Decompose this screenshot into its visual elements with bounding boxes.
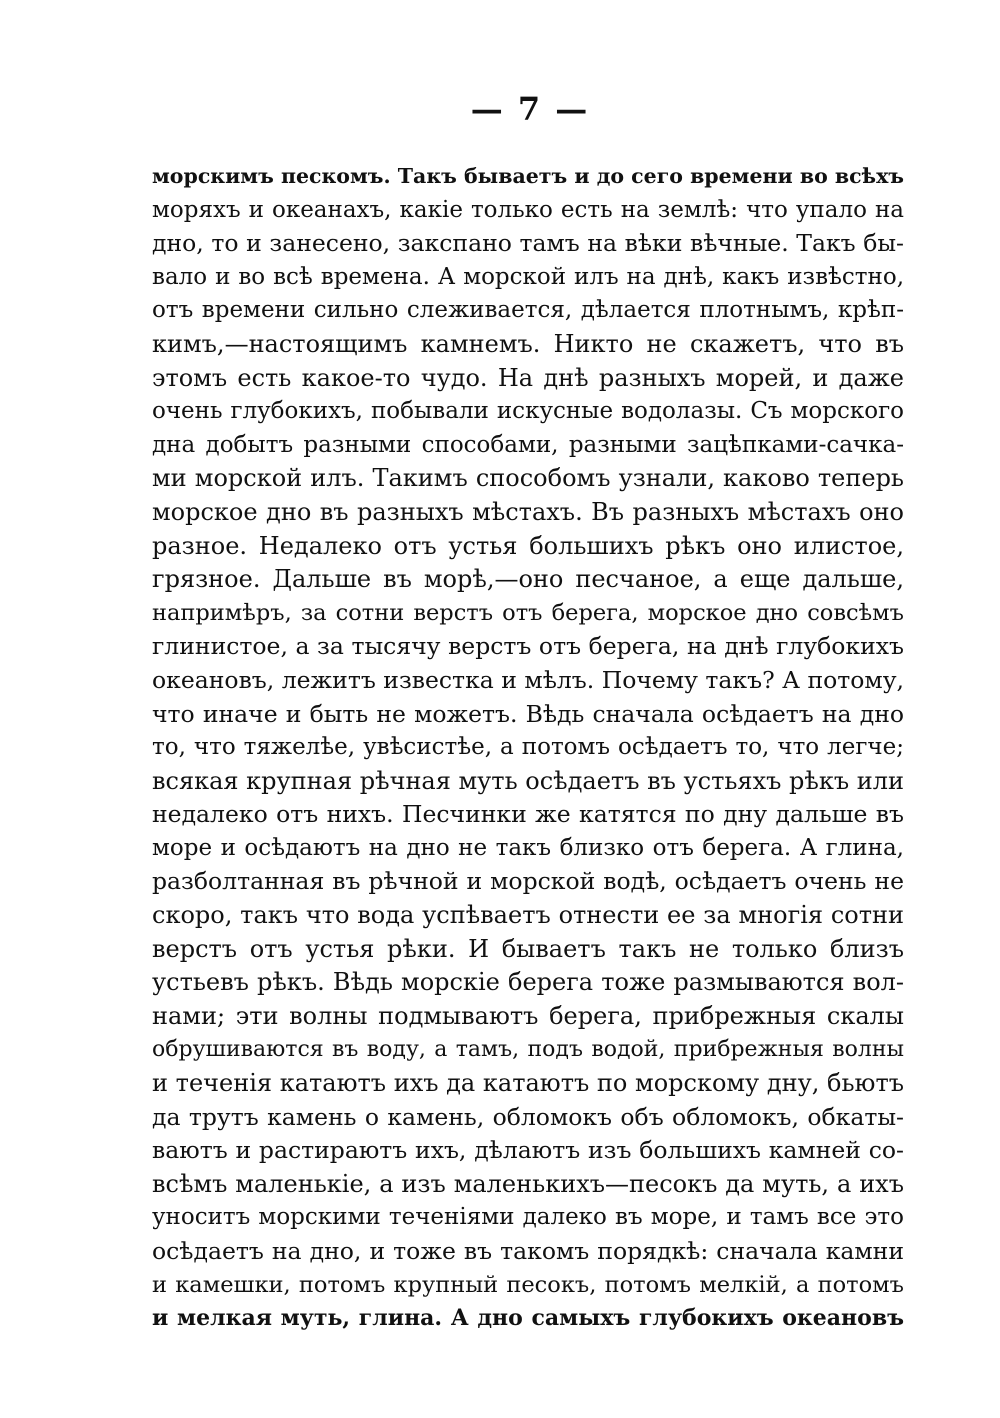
text-line-last: и мелкая муть, глина. А дно самыхъ глубокихъ океановъ xyxy=(152,1305,904,1332)
page-number: — 7 — xyxy=(470,90,590,128)
text-line: глинистое, а за тысячу верстъ отъ берега, на днѣ глубокихъ xyxy=(152,632,904,661)
text-line: устьевъ рѣкъ. Вѣдь морскіе берега тоже размываются вол- xyxy=(152,968,904,997)
text-line: этомъ есть какое-то чудо. На днѣ разныхъ морей, и даже xyxy=(152,363,904,392)
text-line: осѣдаетъ на дно, и тоже въ такомъ порядкѣ: сначала камни xyxy=(152,1237,904,1265)
text-line: дно, то и занесено, закспано тамъ на вѣки вѣчные. Такъ бы- xyxy=(152,229,904,258)
text-line: верстъ отъ устья рѣки. И бываетъ такъ не только близъ xyxy=(152,934,904,963)
text-line: дна добытъ разными способами, разными зацѣпками-сачка- xyxy=(152,431,904,458)
text-line: напримѣръ, за сотни верстъ отъ берега, морское дно совсѣмъ xyxy=(152,599,904,626)
text-line: очень глубокихъ, побывали искусные водолазы. Съ морского xyxy=(152,398,904,425)
text-line: скоро, такъ что вода успѣваетъ отнести ее за многія сотни xyxy=(152,901,904,930)
text-line: морскимъ пескомъ. Такъ бываетъ и до сего времени во всѣхъ xyxy=(152,164,904,188)
text-line: уноситъ морскими теченіями далеко въ море, и тамъ все это xyxy=(152,1204,904,1231)
text-line: вало и во всѣ времена. А морской илъ на днѣ, какъ извѣстно, xyxy=(152,263,904,290)
text-line: грязное. Дальше въ морѣ,—оно песчаное, а еще дальше, xyxy=(152,565,904,594)
text-line: моряхъ и океанахъ, какіе только есть на землѣ: что упало на xyxy=(152,196,904,223)
text-line: ваютъ и растираютъ ихъ, дѣлаютъ изъ большихъ камней со- xyxy=(152,1136,904,1165)
text-line: да трутъ камень о камень, обломокъ объ обломокъ, обкаты- xyxy=(152,1102,904,1131)
text-line: и камешки, потомъ крупный песокъ, потомъ мелкій, а потомъ xyxy=(152,1271,904,1298)
text-line: нами; эти волны подмываютъ берега, прибрежныя скалы xyxy=(152,1001,904,1030)
body-text xyxy=(152,160,904,1336)
text-line: отъ времени сильно слеживается, дѣлается плотнымъ, крѣп- xyxy=(152,297,904,324)
text-line: разное. Недалеко отъ устья большихъ рѣкъ оно илистое, xyxy=(152,531,904,560)
text-line: и теченія катаютъ ихъ да катаютъ по морскому дну, бьютъ xyxy=(152,1069,904,1098)
text-line: морское дно въ разныхъ мѣстахъ. Въ разныхъ мѣстахъ оно xyxy=(152,497,904,526)
text-line: недалеко отъ нихъ. Песчинки же катятся по дну дальше въ xyxy=(152,800,904,829)
text-line: всякая крупная рѣчная муть осѣдаетъ въ устьяхъ рѣкъ или xyxy=(152,766,904,795)
text-line: кимъ,—настоящимъ камнемъ. Никто не скажетъ, что въ xyxy=(152,329,904,358)
text-line: океановъ, лежитъ известка и мѣлъ. Почему такъ? А потому, xyxy=(152,665,904,694)
text-line: ми морской илъ. Такимъ способомъ узнали, каково теперь xyxy=(152,464,904,493)
text-line: обрушиваются въ воду, а тамъ, подъ водой, прибрежныя волны xyxy=(152,1037,904,1063)
text-line: что иначе и быть не можетъ. Вѣдь сначала осѣдаетъ на дно xyxy=(152,699,904,728)
text-line: всѣмъ маленькіе, а изъ маленькихъ—песокъ да муть, а ихъ xyxy=(152,1169,904,1198)
text-line: море и осѣдаютъ на дно не такъ близко отъ берега. А глина, xyxy=(152,834,904,861)
text-line: то, что тяжелѣе, увѣсистѣе, а потомъ осѣдаетъ то, что легче; xyxy=(152,734,904,761)
text-line: разболтанная въ рѣчной и морской водѣ, осѣдаетъ очень не xyxy=(152,867,904,896)
